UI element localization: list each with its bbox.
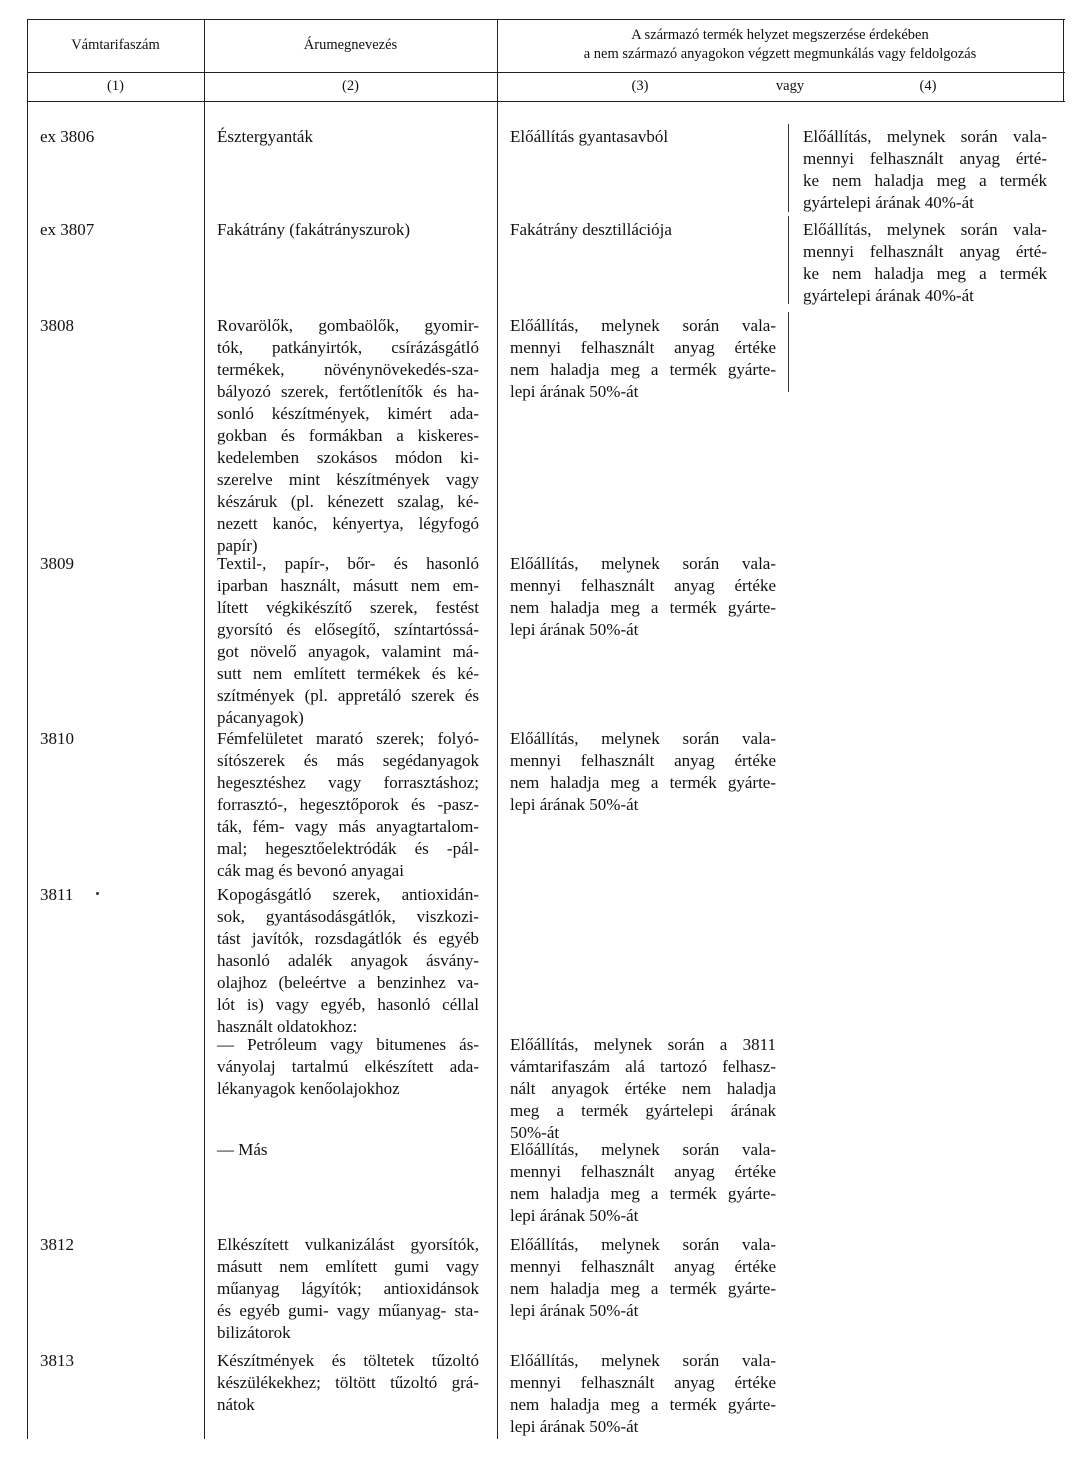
desc-line: — Petróleum vagy bitumenes ás- <box>217 1035 479 1054</box>
code-3813: 3813 <box>40 1351 74 1370</box>
desc-line: sok, gyantásodásgátlók, viszkozi- <box>217 907 479 926</box>
col3-ex3807 <box>510 219 772 241</box>
bullet-dot <box>96 892 99 895</box>
col3-line: nem haladja meg a termék gyárte- <box>510 773 776 792</box>
col3-line: mennyi felhasznált anyag értéke <box>510 1162 776 1181</box>
col-divider-2 <box>497 19 498 1439</box>
col4-line: gyártelepi árának 40%-át <box>803 193 974 212</box>
code-3808: 3808 <box>40 316 74 335</box>
desc-line: készáruk (pl. kénezett szalag, ké- <box>217 492 479 511</box>
col3-3812 <box>510 1234 776 1322</box>
desc-line: sutt nem említett termékek és ké- <box>217 664 479 683</box>
desc-line: tást javítók, rozsdagátlók és egyéb <box>217 929 479 948</box>
col3-line: lepi árának 50%-át <box>510 795 639 814</box>
col3-line: mennyi felhasznált anyag értéke <box>510 1373 776 1392</box>
desc-line: Kopogásgátló szerek, antioxidán- <box>217 885 479 904</box>
desc-line: nátok <box>217 1395 255 1414</box>
col3-line: Előállítás, melynek során vala- <box>510 316 776 335</box>
desc-line: használt oldatokhoz: <box>217 1017 358 1036</box>
code-3809: 3809 <box>40 554 74 573</box>
col3-line: Előállítás gyantasavból <box>510 127 669 146</box>
col4-line: mennyi felhasznált anyag érté- <box>803 149 1047 168</box>
desc-line: Fakátrány (fakátrányszurok) <box>217 220 411 239</box>
col4-line: mennyi felhasznált anyag érté- <box>803 242 1047 261</box>
header-col34-line2: a nem származó anyagokon végzett megmunkálás vagy feldolgozás <box>583 46 977 62</box>
desc-line: kedelemben szokásos módon ki- <box>217 448 479 467</box>
number-row-divider <box>27 101 1065 102</box>
desc-line: műanyag lágyítók; antioxidánsok <box>217 1279 479 1298</box>
desc-line: Rovarölők, gombaölők, gyomir- <box>217 316 479 335</box>
desc-line: gokban és formákban a kiskeres- <box>217 426 479 445</box>
desc-line: szerelve mint készítmények vagy <box>217 470 479 489</box>
col3-line: lepi árának 50%-át <box>510 1301 639 1320</box>
desc-line: bilizátorok <box>217 1323 291 1342</box>
col3-line: lepi árának 50%-át <box>510 1417 639 1436</box>
desc-line: mal; hegesztőelektródák és -pál- <box>217 839 479 858</box>
col3-line: nem haladja meg a termék gyárte- <box>510 598 776 617</box>
desc-line: Textil-, papír-, bőr- és hasonló <box>217 554 479 573</box>
table-right-border <box>1063 19 1064 101</box>
code-ex3806: ex 3806 <box>40 127 95 146</box>
col3-ex3806 <box>510 126 772 148</box>
col3-3811-sub-a <box>510 1034 776 1144</box>
col3-line: mennyi felhasznált anyag értéke <box>510 576 776 595</box>
desc-line: olajhoz (beleértve a benzinhez va- <box>217 973 479 992</box>
col3-line: mennyi felhasznált anyag értéke <box>510 1257 776 1276</box>
desc-line: ták, fém- vagy más anyagtartalom- <box>217 817 479 836</box>
col4-line: ke nem haladja meg a termék <box>803 264 1047 283</box>
code-3810: 3810 <box>40 729 74 748</box>
table-top-border <box>27 19 1065 20</box>
col3-line: lepi árának 50%-át <box>510 382 639 401</box>
desc-3811-sub-b <box>217 1139 479 1161</box>
desc-3808 <box>217 315 479 557</box>
col34-divider-row3 <box>788 312 789 392</box>
desc-line: gyorsító és elősegítő, színtartóssá- <box>217 620 479 639</box>
header-col1: Vámtarifaszám <box>71 37 160 53</box>
desc-3813 <box>217 1350 479 1416</box>
code-ex3807: ex 3807 <box>40 220 95 239</box>
header-vagy: vagy <box>775 78 805 94</box>
code-3811: 3811 <box>40 885 74 904</box>
desc-line: Készítmények és töltetek tűzoltó <box>217 1351 479 1370</box>
col3-line: Előállítás, melynek során a 3811 <box>510 1035 776 1054</box>
col3-3813 <box>510 1350 776 1438</box>
desc-line: hasonló adalék anyagok ásvány- <box>217 951 479 970</box>
col3-line: nem haladja meg a termék gyárte- <box>510 1395 776 1414</box>
code-3812: 3812 <box>40 1235 74 1254</box>
desc-line: sítószerek és más segédanyagok <box>217 751 479 770</box>
desc-ex3807 <box>217 219 479 241</box>
desc-line: lót is) vagy egyéb, hasonló céllal <box>217 995 479 1014</box>
col3-3811-sub-b <box>510 1139 776 1227</box>
col3-3809 <box>510 553 776 641</box>
col4-line: Előállítás, melynek során vala- <box>803 220 1047 239</box>
col4-line: gyártelepi árának 40%-át <box>803 286 974 305</box>
header-num1: (1) <box>107 78 124 94</box>
col3-line: vámtarifaszám alá tartozó felhasz- <box>510 1057 776 1076</box>
desc-3809 <box>217 553 479 729</box>
header-col34-line1: A származó termék helyzet megszerzése érdekében <box>631 27 929 43</box>
col34-divider-row1 <box>788 124 789 212</box>
table-left-border <box>27 19 28 1439</box>
desc-line: forrasztó-, hegesztőporok és -pasz- <box>217 795 479 814</box>
col3-line: lepi árának 50%-át <box>510 1206 639 1225</box>
desc-line: pácanyagok) <box>217 708 304 727</box>
col3-line: nem haladja meg a termék gyárte- <box>510 1184 776 1203</box>
desc-line: papír) <box>217 536 258 555</box>
desc-line: sonló készítmények, kimért ada- <box>217 404 479 423</box>
col4-ex3806 <box>803 126 1047 214</box>
col3-line: nem haladja meg a termék gyárte- <box>510 360 776 379</box>
col4-ex3807 <box>803 219 1047 307</box>
col3-line: 50%-át <box>510 1123 560 1142</box>
desc-line: nezett kanóc, kényertya, légyfogó <box>217 514 479 533</box>
col3-line: meg a termék gyártelepi árának <box>510 1101 776 1120</box>
header-num4: (4) <box>919 78 937 94</box>
col3-line: Előállítás, melynek során vala- <box>510 729 776 748</box>
header-divider <box>27 72 1065 73</box>
col3-line: Előállítás, melynek során vala- <box>510 1351 776 1370</box>
desc-line: és egyéb gumi- vagy műanyag- sta- <box>217 1301 479 1320</box>
desc-line: Elkészített vulkanizálást gyorsítók, <box>217 1235 479 1254</box>
desc-line: — Más <box>217 1140 268 1159</box>
header-col2: Árumegnevezés <box>303 37 398 53</box>
desc-line: iparban használt, másutt nem em- <box>217 576 479 595</box>
desc-line: készülékekhez; töltött tűzoltó grá- <box>217 1373 479 1392</box>
desc-line: Fémfelületet marató szerek; folyó- <box>217 729 479 748</box>
col4-line: ke nem haladja meg a termék <box>803 171 1047 190</box>
col-divider-1 <box>204 19 205 1439</box>
header-num3: (3) <box>631 78 649 94</box>
desc-line: tók, patkányirtók, csírázásgátló <box>217 338 479 357</box>
col3-3808 <box>510 315 776 403</box>
col3-line: Előállítás, melynek során vala- <box>510 554 776 573</box>
col3-line: nem haladja meg a termék gyárte- <box>510 1279 776 1298</box>
col3-line: Fakátrány desztillációja <box>510 220 672 239</box>
desc-line: hegesztéshez vagy forrasztáshoz; <box>217 773 479 792</box>
desc-ex3806 <box>217 126 479 148</box>
col3-line: nált anyagok értéke nem haladja <box>510 1079 776 1098</box>
desc-line: szítmények (pl. appretáló szerek és <box>217 686 479 705</box>
desc-3811 <box>217 884 479 1038</box>
col3-line: Előállítás, melynek során vala- <box>510 1140 776 1159</box>
desc-line: cák mag és bevonó anyagai <box>217 861 404 880</box>
col34-divider-row2 <box>788 216 789 304</box>
col3-line: lepi árának 50%-át <box>510 620 639 639</box>
desc-line: Észtergyanták <box>217 127 313 146</box>
col3-line: Előállítás, melynek során vala- <box>510 1235 776 1254</box>
desc-line: másutt nem említett gumi vagy <box>217 1257 479 1276</box>
desc-line: bályozó szerek, fertőtlenítők és ha- <box>217 382 479 401</box>
desc-line: termékek, növénynövekedés-sza- <box>217 360 479 379</box>
desc-line: lített végkikészítő szerek, festést <box>217 598 479 617</box>
desc-3810 <box>217 728 479 882</box>
desc-3811-sub-a <box>217 1034 479 1100</box>
desc-line: ványolaj tartalmú elkészített ada- <box>217 1057 479 1076</box>
col3-3810 <box>510 728 776 816</box>
desc-3812 <box>217 1234 479 1344</box>
desc-line: lékanyagok kenőolajokhoz <box>217 1079 400 1098</box>
desc-line: got növelő anyagok, valamint má- <box>217 642 479 661</box>
header-num2: (2) <box>342 78 359 94</box>
col4-line: Előállítás, melynek során vala- <box>803 127 1047 146</box>
col3-line: mennyi felhasznált anyag értéke <box>510 751 776 770</box>
col3-line: mennyi felhasznált anyag értéke <box>510 338 776 357</box>
